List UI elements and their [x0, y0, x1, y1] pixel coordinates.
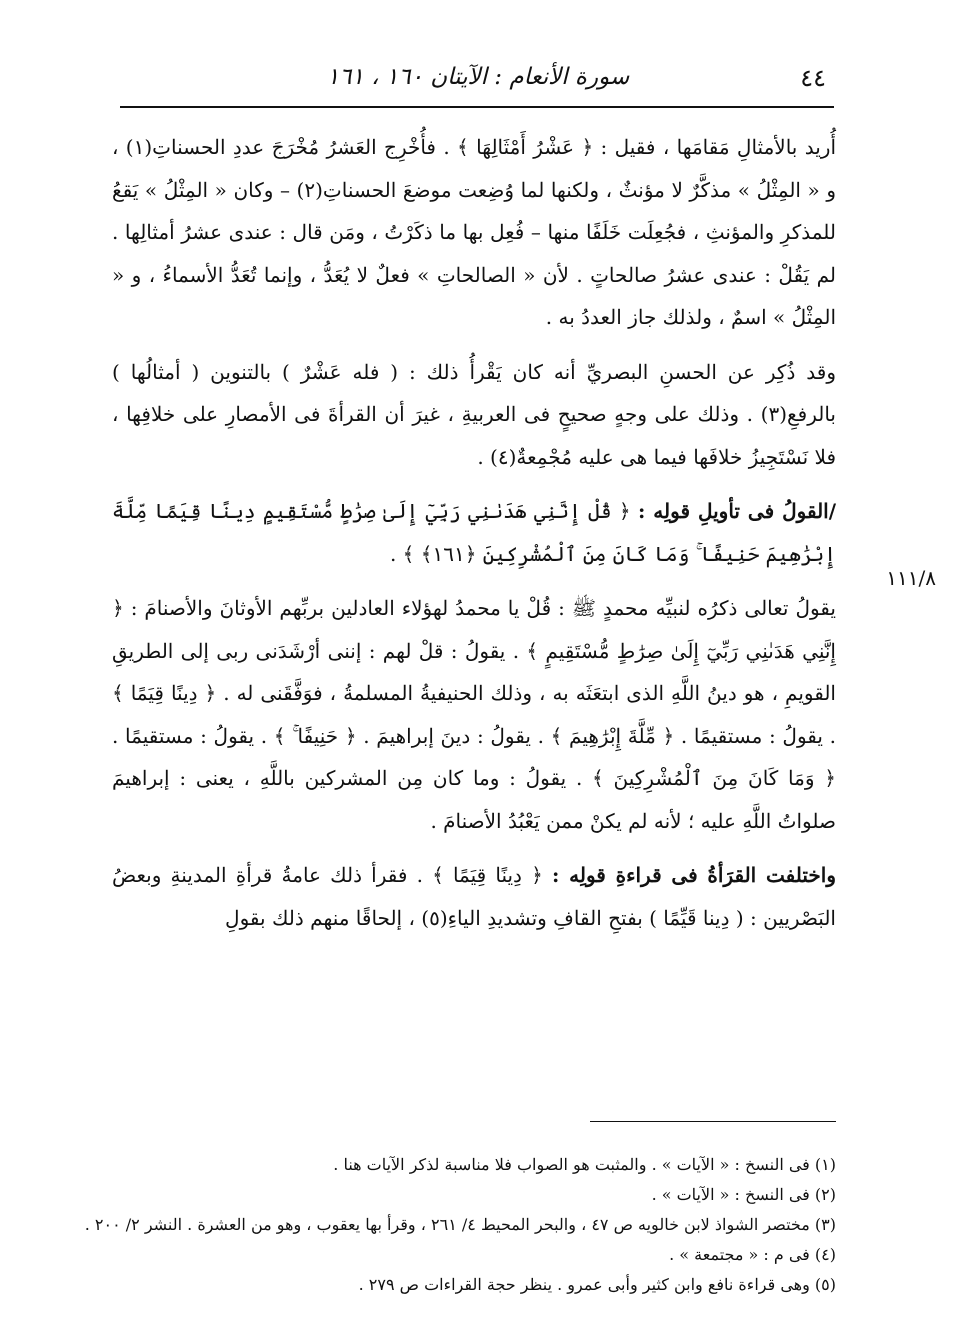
footnote-rule [590, 1121, 836, 1122]
footnote-5: (٥) وهى قراءة نافع وابن كثير وأبى عمرو . ينظر حجة القراءات ص ٢٧٩ . [358, 1275, 836, 1294]
paragraph-5 [112, 854, 836, 939]
paragraph-3 [112, 490, 836, 575]
page-number: ٤٤ [800, 64, 826, 92]
footnote-1: (١) فى النسخ : « الآيات » . والمثبت هو الصواب فلا مناسبة لذكر الآيات هنا . [333, 1155, 836, 1174]
paragraph-4: يقولُ تعالى ذكرُه لنبيِّه محمدٍ ﷺ : قُلْ يا محمدُ لهؤلاء العادلين بربِّهم الأوثانَ والأصنامَ : ﴿ إِنَّنِي هَدَىٰنِي رَبِّيٓ إِلَىٰ صِرَٰطٍ مُّسْتَقِيمٍ ﴾ . يقولُ : قلْ لهم : إننى أرْشَدَنى ربى إلى الطريقِ القويمِ ، هو دينُ اللَّهِ الذى ابتعَثَه به ، وذلك الحنيفيةُ المسلمةُ ، فوَفَّقَنى له . ﴿ دِينًا قِيَمًا ﴾ . يقولُ : مستقيمًا . ﴿ مِّلَّةَ إِبْرَٰهِيمَ ﴾ . يقولُ : دينَ إبراهيمَ . ﴿ حَنِيفًا ۚ ﴾ . يقولُ : مستقيمًا . ﴿ وَمَا كَانَ مِنَ ٱلْمُشْرِكِينَ ﴾ . يقولُ : وما كان مِن المشركين باللَّهِ ، يعنى : إبراهيمَ صلواتُ اللَّهِ عليه ؛ لأنه لم يكنْ ممن يَعْبُدُ الأصنامَ . [112, 596, 836, 833]
header-rule [120, 106, 834, 108]
running-title: سورة الأنعام : الآيتان ١٦٠ ، ١٦١ [326, 64, 630, 90]
section-heading-2: واختلفت القرَأةُ فى قراءةِ قولِه : [552, 863, 836, 887]
footnote-3: (٣) مختصر الشواذ لابن خالويه ص ٤٧ ، والبحر المحيط ٤/ ٢٦١ ، وقرأ بها يعقوب ، وهو من العشرة . النشر ٢/ ٢٠٠ . [84, 1215, 836, 1234]
footnote-4: (٤) فى م : « مجتمعة » . [669, 1245, 836, 1264]
page-header [120, 54, 836, 98]
margin-reference: ١١١/٨ [886, 566, 936, 590]
paragraph-1: أُريد بالأمثالِ مَقامَها ، فقيل : ﴿ عَشْرُ أَمْثَالِهَا ﴾ . فأُخْرِج العَشرُ مُخْرَجَ عددِ الحسناتِ(١) ، و « المِثْلُ » مذكَّرٌ لا مؤنثٌ ، ولكنها لما وُضِعت موضعَ الحسناتِ(٢) – وكان « المِثْلُ » يَقعُ للمذكرِ والمؤنثِ ، فجُعِلَت خَلَفًا منها – فُعِل بها ما ذكَرْتُ ، ومَن قال : عندى عشرُ أمثالِها . لم يَقُلْ : عندى عشرُ صالحاتٍ . لأن « الصالحاتِ » فعلٌ لا يُعَدُّ ، وإنما تُعَدُّ الأسماءُ ، و « المِثْلُ » اسمٌ ، ولذلك جاز العددُ به . [112, 135, 837, 329]
section-heading: /القولُ فى تأويلِ قولِه : [637, 499, 837, 523]
main-text [112, 126, 836, 951]
footnote-2: (٢) فى النسخ : « الآيات » . [651, 1185, 836, 1204]
footnotes [84, 1150, 836, 1300]
quran-verse: ﴿ قُلْ إِنَّنِي هَدَىٰنِي رَبِّيٓ إِلَىٰ صِرَٰطٍ مُّسْتَقِيمٍ دِينًا قِيَمًا مِّلَّةَ إِبْرَٰهِيمَ حَنِيفًا ۚ وَمَا كَانَ مِنَ ٱلْمُشْرِكِينَ ﴿١٦١﴾ ﴾ . [112, 499, 836, 566]
paragraph-2: وقد ذُكِر عن الحسنِ البصريِّ أنه كان يَقْرأُ ذلك : ( فله عَشْرٌ ) بالتنوين ( أمثالُها ) بالرفعِ(٣) . وذلك على وجهٍ صحيحٍ فى العربيةِ ، غيرَ أن القرأةَ فى الأمصارِ على خلافِها ، فلا نَسْتَجِيزُ خلافَها فيما هى عليه مُجْمِعةٌ(٤) . [112, 359, 836, 469]
paragraph-5-text: ﴿ دِينًا قِيَمًا ﴾ . فقرأ ذلك عامةُ قرأةِ المدينةِ وبعضُ البَصْريين : ( دِينا قَيِّمًا ) بفتحِ القافِ وتشديدِ الياءِ(٥) ، إلحاقًا منهم ذلك بقولِ [112, 863, 836, 930]
